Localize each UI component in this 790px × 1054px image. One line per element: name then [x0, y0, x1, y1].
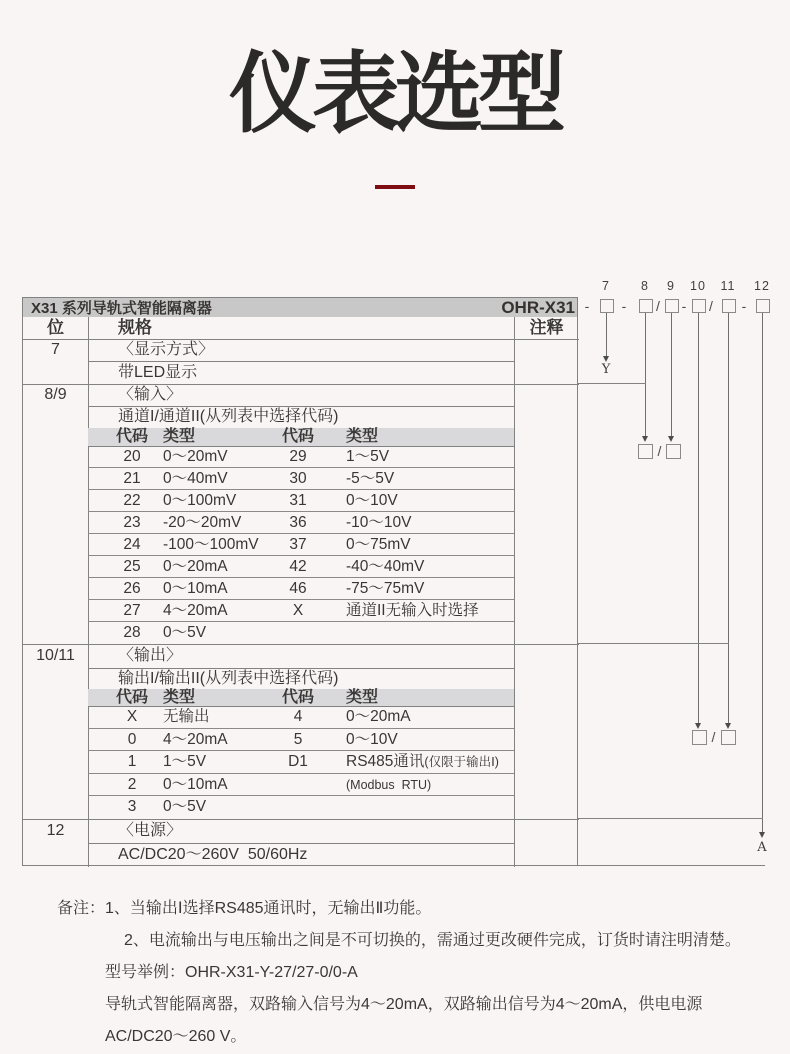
input-code-box-2 — [666, 444, 681, 459]
type-value: 0～5V — [163, 798, 207, 816]
pair-slash: / — [711, 729, 716, 745]
code-row — [88, 490, 514, 512]
code-value: 46 — [289, 580, 307, 597]
output-code-table — [88, 706, 514, 819]
code-row — [88, 751, 514, 774]
type-value: 0～5V — [163, 624, 207, 641]
section-desc-output: 输出I/输出II(从列表中选择代码) — [118, 670, 339, 687]
digit-label-9: 9 — [667, 279, 675, 293]
type-value: -40～40mV — [346, 558, 425, 575]
drop-line-9 — [671, 313, 672, 436]
output-code-box-1 — [692, 730, 707, 745]
code-value: X — [126, 708, 138, 725]
code-value: 1 — [127, 753, 137, 771]
code-row — [88, 534, 514, 556]
arrow-down-icon — [668, 436, 674, 442]
type-value: 0～20mA — [163, 558, 228, 575]
code-separator: - — [584, 298, 590, 314]
type-value: RS485通讯(仅限于输出Ⅰ) — [346, 753, 499, 771]
code-value: 29 — [289, 448, 307, 465]
drop-line-8 — [645, 313, 646, 436]
drop-line-7 — [606, 313, 607, 356]
note-line-4: 导轨式智能隔离器，双路输入信号为4～20mA，双路输出信号为4～20mA，供电电源 — [105, 996, 703, 1013]
row-border — [23, 819, 579, 820]
note-line-3: 型号举例：OHR-X31-Y-27/27-0/0-A — [105, 964, 358, 981]
type-value: 4～20mA — [163, 730, 228, 748]
code-row — [88, 578, 514, 600]
type-value: 0～40mV — [163, 470, 228, 487]
code-value: 42 — [289, 558, 307, 575]
type-value: 0～10mA — [163, 580, 228, 597]
digit-label-7: 7 — [602, 279, 610, 293]
type-value: 0～75mV — [346, 536, 411, 553]
type-value: 1～5V — [163, 753, 207, 771]
code-value: 26 — [123, 580, 141, 597]
power-code-label: A — [757, 840, 767, 855]
code-value: 25 — [123, 558, 141, 575]
row-border — [23, 339, 579, 340]
code-value: 36 — [289, 514, 307, 531]
series-title: X31 系列导轨式智能隔离器 — [31, 300, 212, 317]
code-value: 2 — [127, 775, 137, 793]
row-border — [23, 644, 579, 645]
code-row — [88, 556, 514, 578]
input-code-header — [88, 428, 514, 446]
code-value — [270, 774, 326, 796]
type-value — [346, 774, 431, 796]
code-value: 31 — [289, 492, 307, 509]
code-value: 23 — [123, 514, 141, 531]
col-border-note — [514, 317, 515, 867]
model-code-box-12 — [756, 299, 770, 313]
type-value: -5～5V — [346, 470, 395, 487]
model-code-box-7 — [600, 299, 614, 313]
section-pos-7: 7 — [51, 341, 60, 358]
row-border — [23, 384, 579, 385]
type-header-label: 类型 — [346, 428, 379, 445]
code-value: X — [292, 602, 304, 619]
section-name-display: 〈显示方式〉 — [118, 341, 215, 358]
type-header-label: 类型 — [346, 689, 379, 706]
code-value: 27 — [123, 602, 141, 619]
display-code-label: Y — [601, 362, 611, 377]
section-name-input: 〈输入〉 — [118, 386, 183, 403]
section-desc-display: 带LED显示 — [118, 364, 198, 381]
arrow-down-icon — [725, 723, 731, 729]
type-value: 0～20mV — [163, 448, 228, 465]
code-value: 37 — [289, 536, 307, 553]
code-value: 24 — [123, 536, 141, 553]
input-code-box-1 — [638, 444, 653, 459]
drop-line-12 — [762, 313, 763, 832]
column-header-note: 注释 — [529, 318, 564, 337]
code-value: 28 — [123, 624, 141, 641]
type-value: 无输出 — [163, 708, 210, 725]
drop-line-10 — [698, 313, 699, 723]
arrow-down-icon — [759, 832, 765, 838]
type-value: 0～10V — [346, 492, 398, 509]
type-value: -75～75mV — [346, 580, 425, 597]
code-value: 4 — [293, 708, 303, 725]
type-value: -100～100mV — [163, 536, 259, 553]
code-value: 30 — [289, 470, 307, 487]
code-row — [88, 622, 514, 644]
type-value: -20～20mV — [163, 514, 242, 531]
code-row — [88, 706, 514, 729]
type-value: 0～20mA — [346, 708, 411, 725]
code-row — [88, 468, 514, 490]
code-row — [88, 729, 514, 752]
type-note: (Modbus RTU) — [346, 777, 432, 792]
table-bottom-extension — [578, 865, 765, 866]
note-line-1: 备注：1、当输出Ⅰ选择RS485通讯时，无输出Ⅱ功能。 — [57, 900, 432, 917]
type-value: 0～100mV — [163, 492, 237, 509]
code-value: 20 — [123, 448, 141, 465]
code-header-label: 代码 — [281, 428, 314, 445]
note-line-5: AC/DC20～260 V。 — [105, 1028, 247, 1045]
type-value: 4～20mA — [163, 602, 228, 619]
code-separator: - — [621, 298, 627, 314]
connector-input-section — [578, 383, 646, 384]
drop-line-11 — [728, 313, 729, 723]
digit-label-11: 11 — [720, 279, 736, 293]
page-title: 仪表选型 — [228, 44, 561, 143]
section-pos-12: 12 — [46, 822, 65, 839]
title-accent-dash — [375, 185, 415, 189]
type-value: 0～10mA — [163, 775, 228, 793]
digit-label-8: 8 — [641, 279, 649, 293]
code-row — [88, 796, 514, 819]
code-separator: / — [656, 298, 660, 314]
selection-table — [22, 297, 578, 866]
table-title-bar — [23, 298, 577, 317]
output-code-header — [88, 689, 514, 706]
input-code-table — [88, 446, 514, 644]
code-value: 22 — [123, 492, 141, 509]
type-value: -10～10V — [346, 514, 412, 531]
model-prefix: OHR-X31 — [501, 297, 575, 317]
code-value: 5 — [293, 730, 303, 748]
arrow-down-icon — [695, 723, 701, 729]
section-desc-power: AC/DC20～260V 50/60Hz — [118, 846, 308, 863]
code-value: D1 — [288, 753, 308, 771]
code-header-label: 代码 — [281, 689, 314, 706]
section-pos-8-9: 8/9 — [44, 386, 67, 403]
code-value: 0 — [127, 730, 137, 748]
code-separator: - — [681, 298, 687, 314]
code-separator: / — [709, 298, 713, 314]
digit-label-12: 12 — [754, 279, 770, 293]
section-name-output: 〈输出〉 — [118, 647, 183, 664]
code-row — [88, 600, 514, 622]
output-code-box-2 — [721, 730, 736, 745]
arrow-down-icon — [642, 436, 648, 442]
type-header-label: 类型 — [163, 689, 196, 706]
model-code-box-11 — [722, 299, 736, 313]
type-value: 通道II无输入时选择 — [346, 602, 479, 619]
code-value: 21 — [123, 470, 141, 487]
connector-output-section — [578, 643, 729, 644]
column-header-position: 位 — [47, 318, 64, 337]
section-desc-input: 通道I/通道II(从列表中选择代码) — [118, 408, 339, 425]
column-header-spec: 规格 — [118, 318, 152, 337]
code-value — [270, 796, 326, 819]
type-value: 1～5V — [346, 448, 390, 465]
code-header-label: 代码 — [115, 428, 148, 445]
code-row — [88, 774, 514, 797]
code-value — [270, 622, 326, 644]
section-pos-10-11: 10/11 — [36, 647, 75, 664]
code-separator: - — [741, 298, 747, 314]
type-value: 0～10V — [346, 730, 398, 748]
section-name-power: 〈电源〉 — [118, 822, 183, 839]
type-header-label: 类型 — [163, 428, 196, 445]
pair-slash: / — [657, 443, 662, 459]
note-line-2: 2、电流输出与电压输出之间是不可切换的，需通过更改硬件完成，订货时请注明清楚。 — [124, 932, 741, 949]
code-header-label: 代码 — [115, 689, 148, 706]
connector-power-section — [578, 818, 763, 819]
code-row — [88, 512, 514, 534]
code-row — [88, 446, 514, 468]
digit-label-10: 10 — [690, 279, 706, 293]
code-value: 3 — [127, 798, 137, 816]
type-note: (仅限于输出Ⅰ) — [424, 755, 499, 770]
